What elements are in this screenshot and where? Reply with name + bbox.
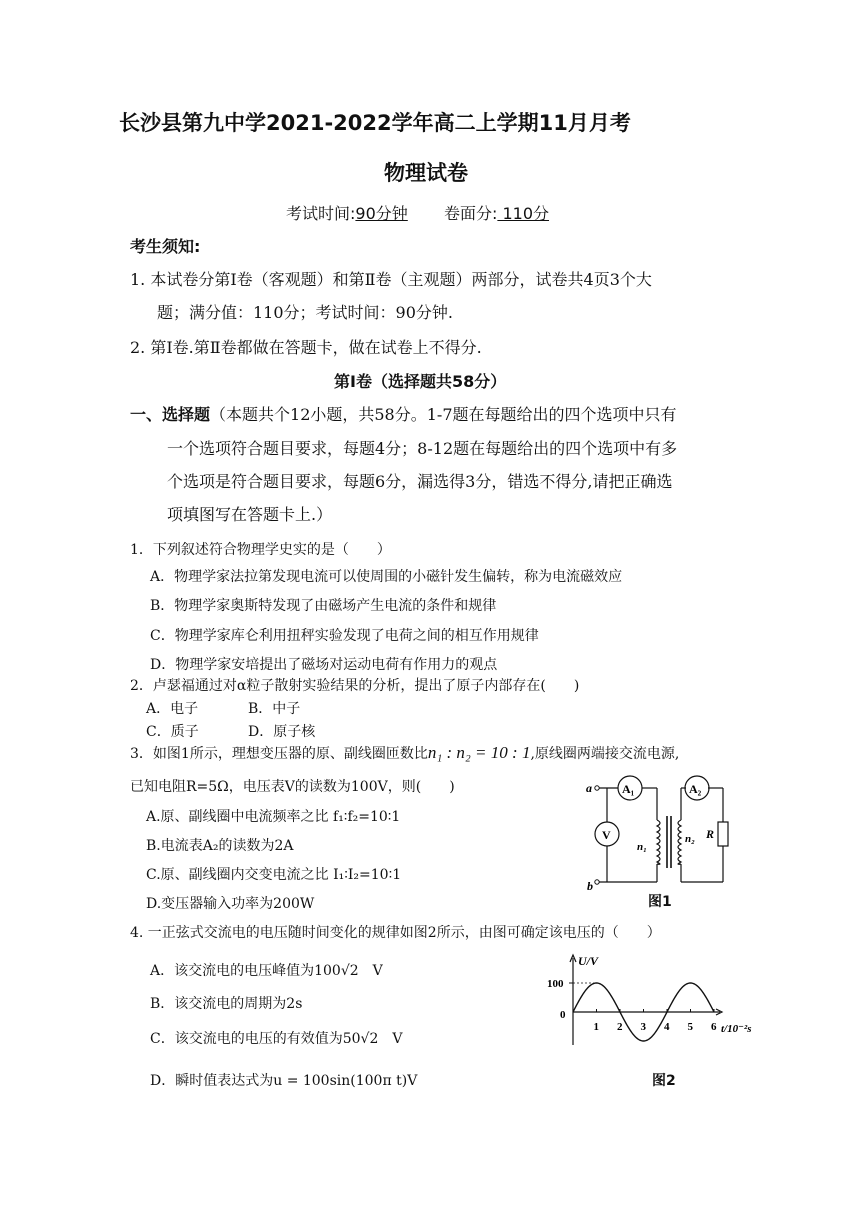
page-subtitle: 物理试卷 xyxy=(384,161,468,185)
fig1-voltmeter: V xyxy=(602,828,611,842)
part-desc-text: （本题共个12小题，共58分。1-7题在每题给出的四个选项中只有 xyxy=(210,405,677,424)
page-title: 长沙县第九中学2021-2022学年高二上学期11月月考 xyxy=(119,111,631,135)
fig2-xtick-label: 5 xyxy=(687,1021,693,1033)
q4-option-d: D．瞬时值表达式为u = 100sin(100π t)V xyxy=(150,1073,418,1089)
figure-2-voltage-graph xyxy=(545,950,765,1050)
q2-stem: 2．卢瑟福通过对α粒子散射实验结果的分析，提出了原子内部存在( ) xyxy=(130,678,580,694)
q3-stem-line2: 已知电阻R=5Ω，电压表V的读数为100V，则( ) xyxy=(130,779,455,795)
q4-option-a: A．该交流电的电压峰值为100√2 V xyxy=(150,963,383,979)
fig2-xtick-label: 4 xyxy=(664,1021,670,1033)
fig2-xtick-label: 6 xyxy=(711,1021,717,1033)
fig1-n2: n₂ xyxy=(685,833,695,845)
exam-time-value: 90分钟 xyxy=(355,204,408,223)
q4-option-b: B．该交流电的周期为2s xyxy=(150,996,303,1012)
q3-stem-pre: 3．如图1所示，理想变压器的原、副线圈匝数比 xyxy=(130,746,428,762)
notice-item-1-cont: 题；满分值：110分；考试时间：90分钟. xyxy=(157,303,453,322)
fig2-xtick-label: 1 xyxy=(593,1021,599,1033)
q1-stem: 1．下列叙述符合物理学史实的是（ ） xyxy=(130,542,391,558)
q3-option-d: D.变压器输入功率为200W xyxy=(146,896,315,912)
part-desc-line4: 项填图写在答题卡上.） xyxy=(167,505,333,524)
q2-option-c: C．质子 xyxy=(146,724,199,740)
exam-time-label: 考试时间: xyxy=(286,204,356,223)
notice-item-1: 1. 本试卷分第Ⅰ卷（客观题）和第Ⅱ卷（主观题）两部分，试卷共4页3个大 xyxy=(130,270,652,289)
fig2-origin: 0 xyxy=(560,1009,566,1021)
q3-ratio: n₁ : n₂ = 10 : 1 xyxy=(427,743,531,762)
fig1-label-b: b xyxy=(587,879,593,893)
exam-info xyxy=(286,201,549,224)
fig2-xtick-label: 2 xyxy=(617,1021,623,1033)
fig1-label-a: a xyxy=(586,781,592,795)
fig1-resistor-label: R xyxy=(706,827,715,841)
q3-option-b: B.电流表A₂的读数为2A xyxy=(146,838,294,854)
q2-option-d: D．原子核 xyxy=(248,724,316,740)
fig2-ylabel: U/V xyxy=(578,954,599,968)
fig1-n1: n₁ xyxy=(637,841,647,853)
fig2-xlabel: t/10⁻²s xyxy=(721,1023,752,1035)
notice-item-2: 2. 第Ⅰ卷.第Ⅱ卷都做在答题卡，做在试卷上不得分. xyxy=(130,338,482,357)
notice-heading: 考生须知: xyxy=(130,237,201,256)
q1-option-c: C．物理学家库仑利用扭秤实验发现了电荷之间的相互作用规律 xyxy=(150,628,539,644)
fig2-ytick-100: 100 xyxy=(547,978,564,990)
part-desc-line3: 个选项是符合题目要求，每题6分，漏选得3分，错选不得分,请把正确选 xyxy=(167,472,673,491)
fig2-xtick-label: 3 xyxy=(640,1021,646,1033)
q3-option-c: C.原、副线圈内交变电流之比 I₁∶I₂=10∶1 xyxy=(146,867,402,883)
figure-2-caption: 图2 xyxy=(652,1073,676,1089)
section-heading: 第Ⅰ卷（选择题共58分） xyxy=(334,372,507,391)
q2-option-a: A．电子 xyxy=(146,701,199,717)
q4-stem: 4. 一正弦式交流电的电压随时间变化的规律如图2所示，由图可确定该电压的（ ） xyxy=(130,925,661,941)
q3-stem-line1 xyxy=(130,743,679,763)
figure-1-caption: 图1 xyxy=(648,894,672,910)
q2-option-b: B．中子 xyxy=(248,701,301,717)
part-label: 一、选择题 xyxy=(130,405,211,424)
q3-stem-post: ,原线圈两端接交流电源, xyxy=(530,746,680,762)
q1-option-d: D．物理学家安培提出了磁场对运动电荷有作用力的观点 xyxy=(150,657,498,673)
q3-option-a: A.原、副线圈中电流频率之比 f₁∶f₂=10∶1 xyxy=(146,809,401,825)
fig1-ammeter-a1: A₁ xyxy=(622,782,635,796)
part-desc-line2: 一个选项符合题目要求，每题4分；8-12题在每题给出的四个选项中有多 xyxy=(167,439,678,458)
score-label: 卷面分: xyxy=(443,204,498,223)
score-value: 110分 xyxy=(497,204,550,223)
part-desc-line1 xyxy=(130,402,677,425)
q4-option-c: C．该交流电的电压的有效值为50√2 V xyxy=(150,1031,403,1047)
q1-option-b: B．物理学家奥斯特发现了由磁场产生电流的条件和规律 xyxy=(150,598,497,614)
fig1-ammeter-a2: A₂ xyxy=(689,782,702,796)
q1-option-a: A．物理学家法拉第发现电流可以使周围的小磁针发生偏转，称为电流磁效应 xyxy=(150,569,623,585)
